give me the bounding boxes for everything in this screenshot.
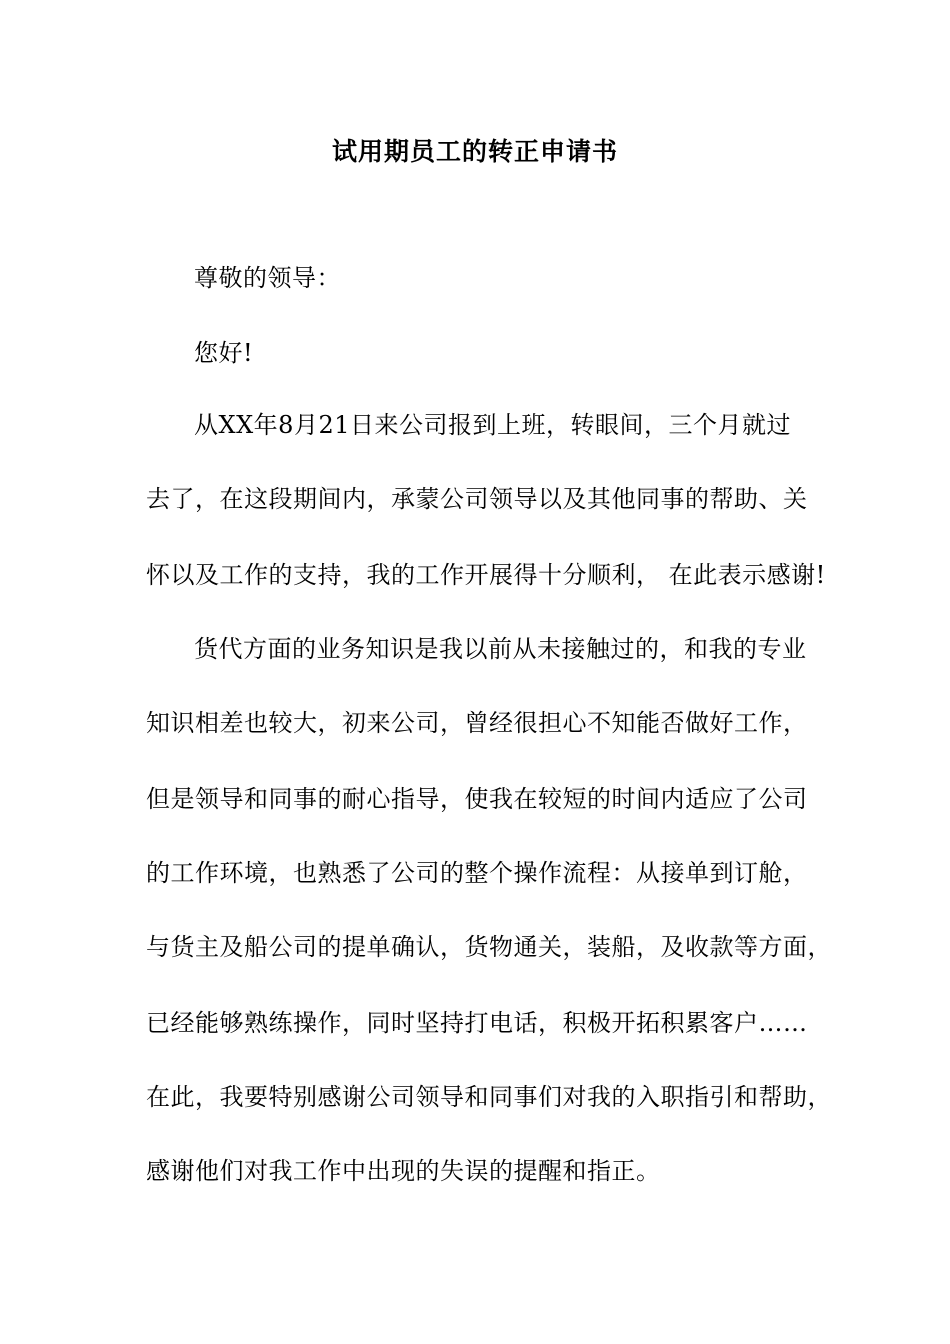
body-line-1: 从XX年8月21日来公司报到上班，转眼间，三个月就过 xyxy=(194,411,791,439)
body-line-11: 感谢他们对我工作中出现的失误的提醒和指正。 xyxy=(146,1157,661,1185)
body-line-3: 怀以及工作的支持，我的工作开展得十分顺利， 在此表示感谢! xyxy=(146,561,826,589)
greeting: 您好! xyxy=(194,339,254,367)
body-line-10: 在此，我要特别感谢公司领导和同事们对我的入职指引和帮助， xyxy=(146,1083,832,1111)
document-title: 试用期员工的转正申请书 xyxy=(331,137,618,166)
body-line-8: 与货主及船公司的提单确认，货物通关，装船，及收款等方面， xyxy=(146,933,832,961)
body-line-6: 但是领导和同事的耐心指导，使我在较短的时间内适应了公司 xyxy=(146,785,808,813)
body-line-4: 货代方面的业务知识是我以前从未接触过的，和我的专业 xyxy=(194,635,807,663)
salutation: 尊敬的领导： xyxy=(194,264,341,292)
body-line-2: 去了，在这段期间内，承蒙公司领导以及其他同事的帮助、关 xyxy=(146,485,808,513)
body-line-7: 的工作环境，也熟悉了公司的整个操作流程：从接单到订舱， xyxy=(146,859,808,887)
body-line-5: 知识相差也较大，初来公司，曾经很担心不知能否做好工作， xyxy=(146,709,808,737)
body-line-9: 已经能够熟练操作，同时坚持打电话，积极开拓积累客户…… xyxy=(146,1009,808,1037)
